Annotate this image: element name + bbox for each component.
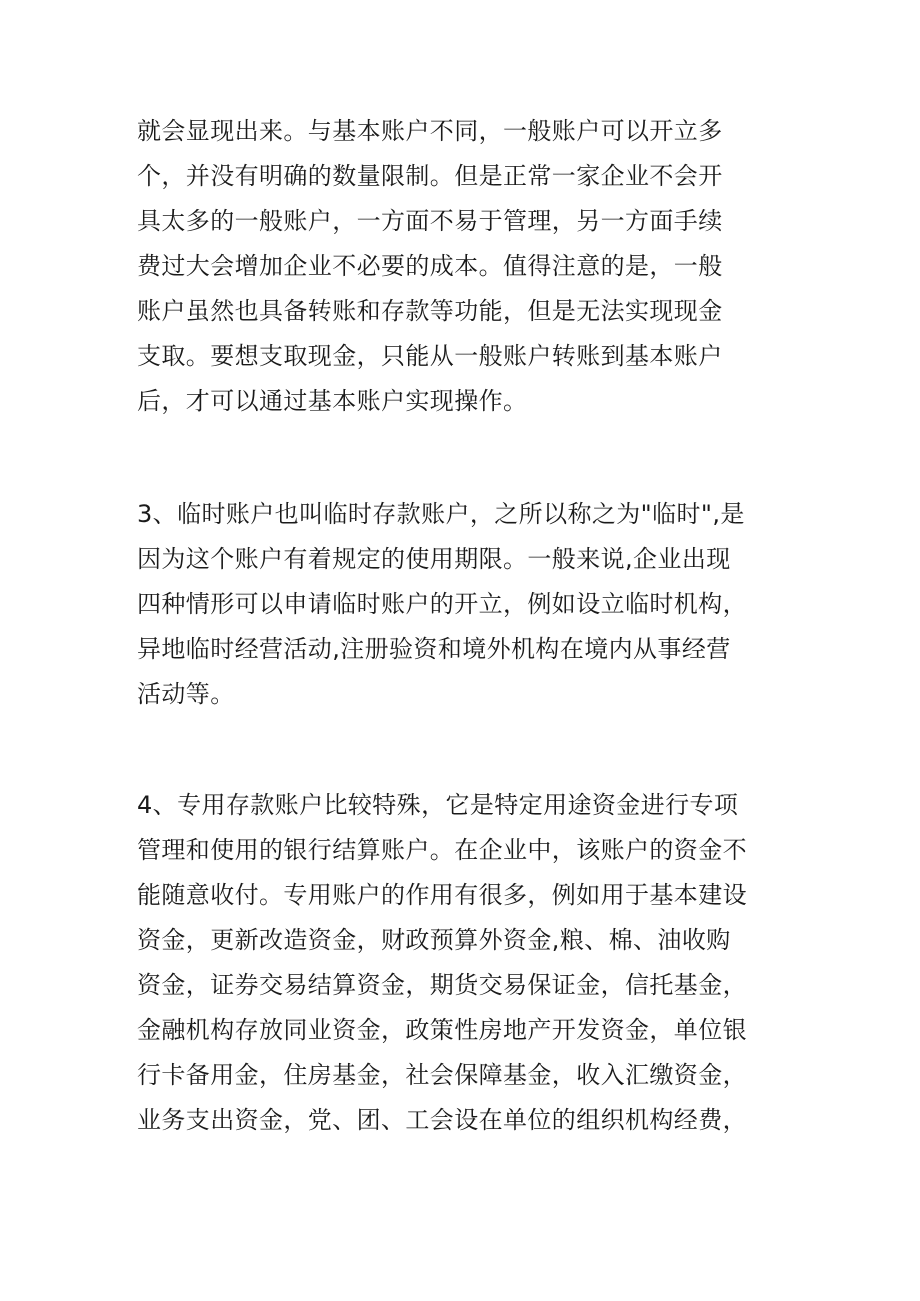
text-line: 就会显现出来。与基本账户不同，一般账户可以开立多 (137, 117, 723, 145)
text-line: 个，并没有明确的数量限制。但是正常一家企业不会开 (137, 162, 723, 190)
text-line: 因为这个账户有着规定的使用期限。一般来说,企业出现 (137, 545, 731, 573)
paragraph-general-account (137, 109, 817, 424)
text-line: 业务支出资金，党、团、工会设在单位的组织机构经费， (137, 1106, 747, 1134)
text-line: 支取。要想支取现金，只能从一般账户转账到基本账户 (137, 342, 723, 370)
text-line: 具太多的一般账户，一方面不易于管理，另一方面手续 (137, 207, 723, 235)
text-line: 账户虽然也具备转账和存款等功能，但是无法实现现金 (137, 297, 723, 325)
paragraph-temporary-account (137, 492, 817, 717)
paragraph-special-deposit-account (137, 783, 817, 1143)
text-line: 活动等。 (137, 680, 235, 708)
text-line: 后，才可以通过基本账户实现操作。 (137, 387, 528, 415)
text-line: 金融机构存放同业资金，政策性房地产开发资金，单位银 (137, 1016, 747, 1044)
text-line: 管理和使用的银行结算账户。在企业中，该账户的资金不 (137, 836, 747, 864)
text-line: 资金，证券交易结算资金，期货交易保证金，信托基金， (137, 971, 747, 999)
text-line: 资金，更新改造资金，财政预算外资金,粮、棉、油收购 (137, 926, 731, 954)
text-line: 能随意收付。专用账户的作用有很多，例如用于基本建设 (137, 881, 747, 909)
text-line: 异地临时经营活动,注册验资和境外机构在境内从事经营 (137, 635, 731, 663)
text-line: 行卡备用金，住房基金，社会保障基金，收入汇缴资金， (137, 1061, 747, 1089)
text-line: 3、临时账户也叫临时存款账户，之所以称之为"临时",是 (137, 500, 745, 528)
text-line: 费过大会增加企业不必要的成本。值得注意的是，一般 (137, 252, 723, 280)
text-line: 四种情形可以申请临时账户的开立，例如设立临时机构， (137, 590, 747, 618)
text-line: 4、专用存款账户比较特殊，它是特定用途资金进行专项 (137, 791, 739, 819)
